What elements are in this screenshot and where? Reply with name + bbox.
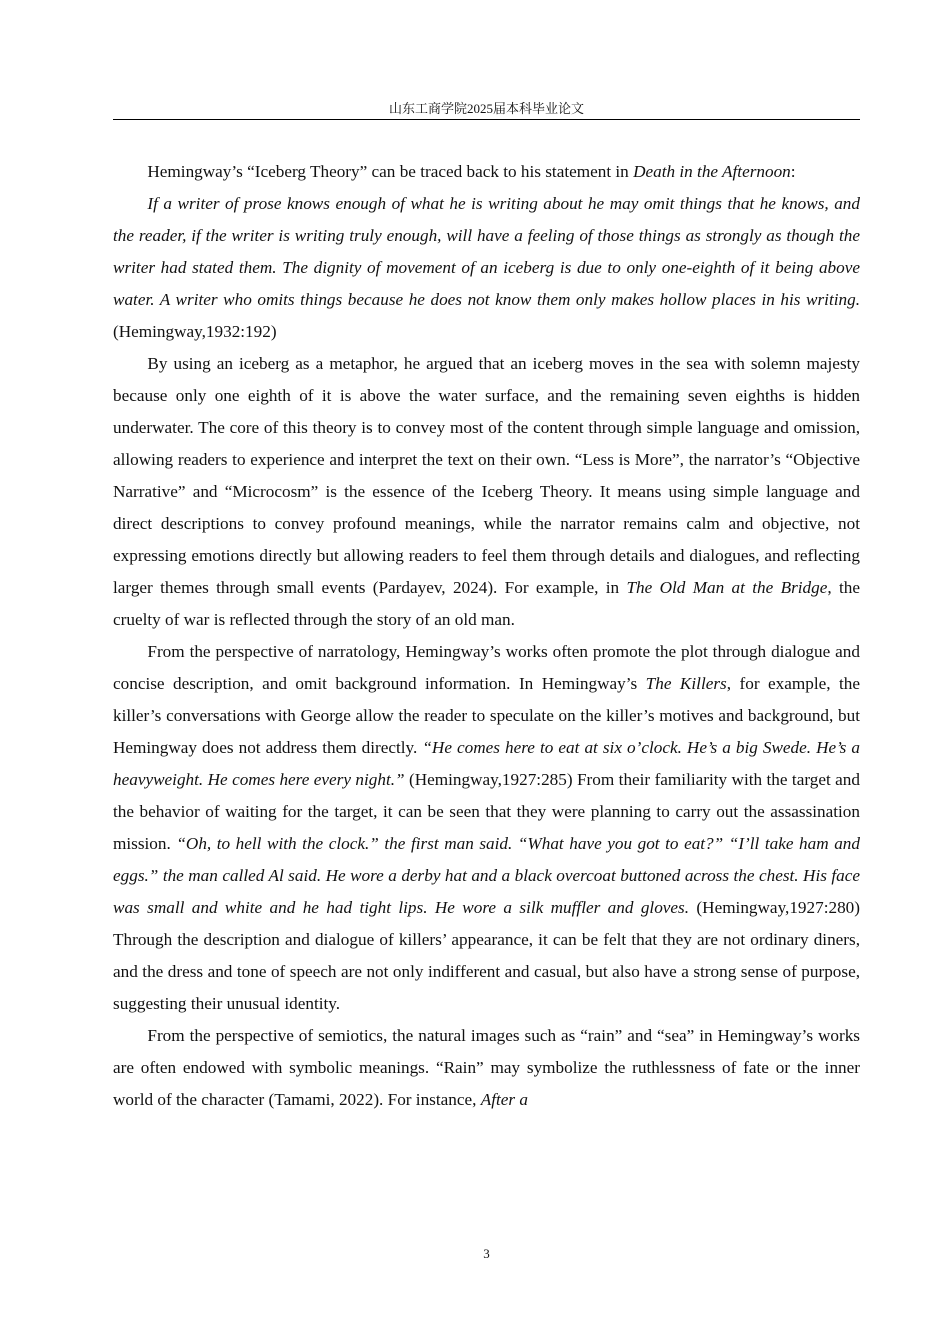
text-run: (Hemingway,1927:285) From their familiarity with the target and the behavior of waiting for the target, it can be seen that they were planning to carry out the assassination mission.	[113, 770, 860, 853]
text-run: From the perspective of narratology, Hemingway’s works often promote the plot through dialogue and concise description, and omit background information. In Hemingway’s	[113, 642, 860, 693]
text-run: (Hemingway,1932:192)	[113, 322, 277, 341]
text-run: By using an iceberg as a metaphor, he argued that an iceberg moves in the sea with solemn majesty because only one eighth of it is above the water surface, and the remaining seven eighths is hidden underwater. The core of this theory is to convey most of the content through simple language and omission, allowing readers to experience and interpret the text on their own. “Less is More”, the narrator’s “Objective Narrative” and “Microcosm” is the essence of the Iceberg Theory. It means using simple language and direct descriptions to convey profound meanings, while the narrator remains calm and objective, not expressing emotions directly but allowing readers to feel them through details and dialogues, and reflecting larger themes through small events (Pardayev, 2024). For example, in	[113, 354, 860, 597]
page-number: 3	[483, 1246, 490, 1261]
text-run: , the cruelty of war is reflected through the story of an old man.	[113, 578, 860, 629]
text-run: From the perspective of semiotics, the natural images such as “rain” and “sea” in Hemingway’s works are often endowed with symbolic meanings. “Rain” may symbolize the ruthlessness of fate or the inner world of the character (Tamami, 2022). For instance,	[113, 1026, 860, 1109]
italic-run: Death in the Afternoon	[633, 162, 791, 181]
italic-run: The Killers	[645, 674, 727, 693]
italic-run: The Old Man at the Bridge	[626, 578, 828, 597]
block-quote	[113, 188, 860, 348]
text-run: :	[790, 162, 796, 181]
paragraph-semiotics	[113, 1020, 860, 1116]
running-header: 山东工商学院2025届本科毕业论文	[388, 101, 584, 116]
paragraph-narratology	[113, 636, 860, 1020]
header-divider	[113, 119, 860, 120]
paragraph-metaphor	[113, 348, 860, 636]
italic-run: “Oh, to hell with the clock.” the first man said. “What have you got to eat?” “I’ll take ham and eggs.” the man called Al said. He wore a derby hat and a black overcoat buttoned across the chest. His face was small and white and he had tight lips. He wore a silk muffler and gloves.	[113, 834, 860, 917]
text-run: Hemingway’s “Iceberg Theory” can be traced back to his statement in	[147, 162, 634, 181]
text-run: (Hemingway,1927:280) Through the description and dialogue of killers’ appearance, it can be felt that they are not ordinary diners, and the dress and tone of speech are not only indifferent and casual, but also have a strong sense of purpose, suggesting their unusual identity.	[113, 898, 860, 1013]
text-run: , for example, the killer’s conversations with George allow the reader to speculate on the killer’s motives and background, but Hemingway does not address them directly.	[113, 674, 860, 757]
italic-run: If a writer of prose knows enough of what he is writing about he may omit things that he knows, and the reader, if the writer is writing truly enough, will have a feeling of those things as strongly as though the writer had stated them. The dignity of movement of an iceberg is due to only one-eighth of it being above water. A writer who omits things because he does not know them only makes hollow places in his writing.	[113, 194, 860, 309]
paragraph-intro	[113, 156, 860, 188]
italic-run: “He comes here to eat at six o’clock. He’s a big Swede. He’s a heavyweight. He comes here every night.”	[113, 738, 861, 789]
italic-run: After a	[480, 1090, 528, 1109]
body-text	[113, 156, 860, 1116]
